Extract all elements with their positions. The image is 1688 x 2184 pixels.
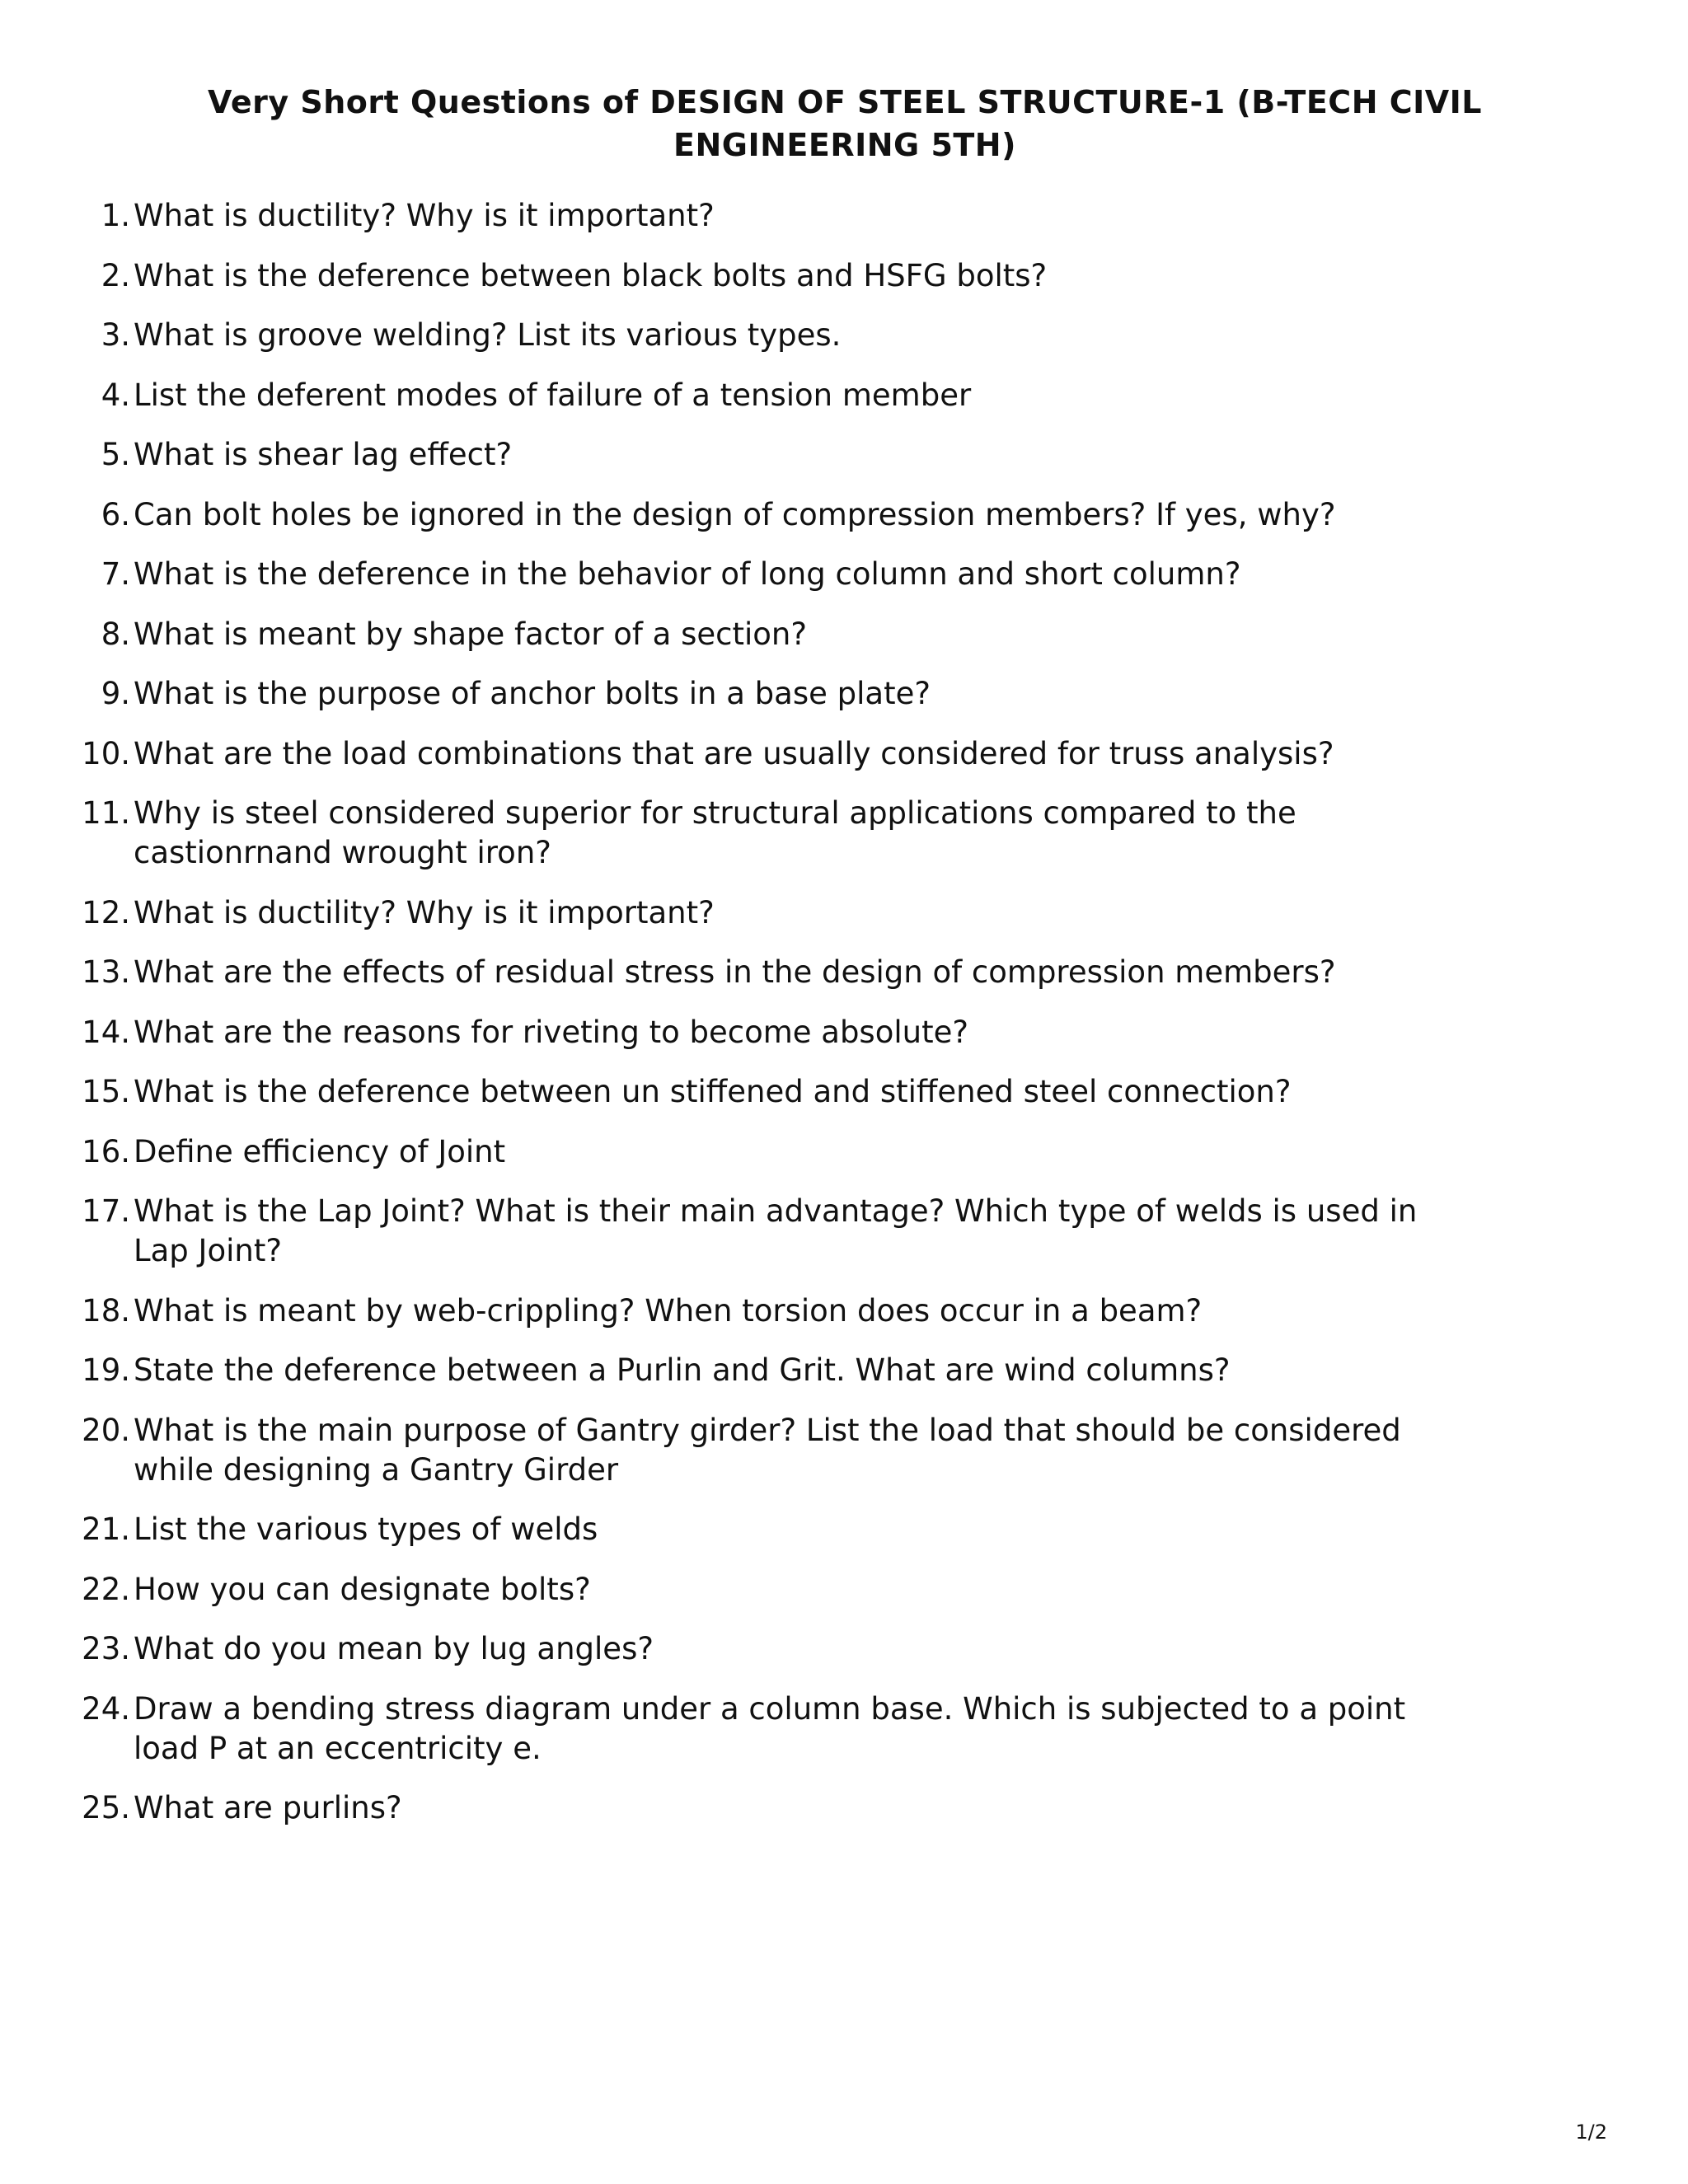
question-text: What are the reasons for riveting to become absolute? [134,1014,968,1050]
question-item [0,256,1615,296]
question-number: 19. [82,1352,130,1388]
question-item [0,495,1615,535]
question-text: How you can designate bolts? [134,1571,591,1607]
question-item [0,555,1615,594]
question-text: What is ductility? Why is it important? [134,198,715,233]
page-title: Very Short Questions of DESIGN OF STEEL STRUCTURE-1 (B-TECH CIVIL ENGINEERING 5TH) [207,84,1483,163]
question-text: What is the purpose of anchor bolts in a base plate? [134,676,931,711]
question-text: List the deferent modes of failure of a tension member [134,377,972,413]
question-item [0,1132,1615,1172]
question-text: Draw a bending stress diagram under a column base. Which is subjected to a point load P at an eccentricity e. [134,1690,1406,1766]
question-item [0,376,1615,415]
question-number: 12. [82,894,130,930]
question-item [0,1690,1615,1769]
question-item [0,1291,1615,1331]
question-number: 1. [101,198,130,233]
question-text: What is shear lag effect? [134,437,513,472]
question-text: State the deference between a Purlin and Grit. What are wind columns? [134,1352,1231,1388]
question-number: 2. [101,257,130,293]
question-text: What is the deference in the behavior of long column and short column? [134,556,1241,592]
question-number: 21. [82,1511,130,1547]
question-text: What do you mean by lug angles? [134,1631,654,1666]
question-number: 8. [101,616,130,652]
question-number: 18. [82,1292,130,1329]
question-item [0,893,1615,933]
question-number: 11. [82,795,130,831]
question-number: 15. [82,1074,130,1109]
question-text: Can bolt holes be ignored in the design of compression members? If yes, why? [134,496,1336,532]
question-text: What is meant by web-crippling? When torsion does occur in a beam? [134,1292,1203,1329]
question-item [0,1788,1615,1828]
question-item [0,674,1615,714]
question-item [0,316,1615,355]
question-item [0,1629,1615,1669]
question-text: What are purlins? [134,1790,402,1825]
question-number: 17. [82,1193,130,1229]
question-text: What is the deference between un stiffened and stiffened steel connection? [134,1074,1292,1109]
question-text: List the various types of welds [134,1511,598,1547]
question-item [0,1570,1615,1610]
question-number: 20. [82,1412,130,1448]
page-number: 1/2 [1575,2121,1607,2144]
question-number: 23. [82,1631,130,1666]
question-text: Why is steel considered superior for structural applications compared to the castionrnand wrought iron? [134,795,1296,870]
question-text: What is groove welding? List its various types. [134,317,842,353]
question-number: 25. [82,1790,130,1825]
question-number: 6. [101,496,130,532]
question-text: What are the effects of residual stress in the design of compression members? [134,954,1336,990]
question-item [0,1411,1615,1490]
question-number: 3. [101,317,130,353]
question-item [0,1192,1615,1271]
question-text: What is the Lap Joint? What is their main advantage? Which type of welds is used in Lap Joint? [134,1193,1418,1268]
question-item [0,196,1615,236]
question-text: What are the load combinations that are usually considered for truss analysis? [134,735,1334,771]
question-item [0,953,1615,992]
question-item [0,794,1615,873]
question-number: 7. [101,556,130,592]
question-text: What is ductility? Why is it important? [134,894,715,930]
question-text: Define efficiency of Joint [134,1133,506,1169]
question-number: 9. [101,676,130,711]
question-number: 10. [82,735,130,771]
question-number: 13. [82,954,130,990]
question-item [0,615,1615,654]
question-number: 24. [82,1690,130,1727]
question-text: What is the main purpose of Gantry girder? List the load that should be considered while designing a Gantry Girder [134,1412,1401,1488]
question-item [0,734,1615,774]
question-item [0,435,1615,475]
question-number: 22. [82,1571,130,1607]
question-list [0,196,1615,1849]
question-text: What is meant by shape factor of a section? [134,616,807,652]
question-number: 16. [82,1133,130,1169]
question-item [0,1013,1615,1052]
question-item [0,1072,1615,1112]
question-number: 5. [101,437,130,472]
question-item [0,1351,1615,1390]
question-item [0,1510,1615,1549]
question-text: What is the deference between black bolts and HSFG bolts? [134,257,1048,293]
question-number: 4. [101,377,130,413]
question-number: 14. [82,1014,130,1050]
